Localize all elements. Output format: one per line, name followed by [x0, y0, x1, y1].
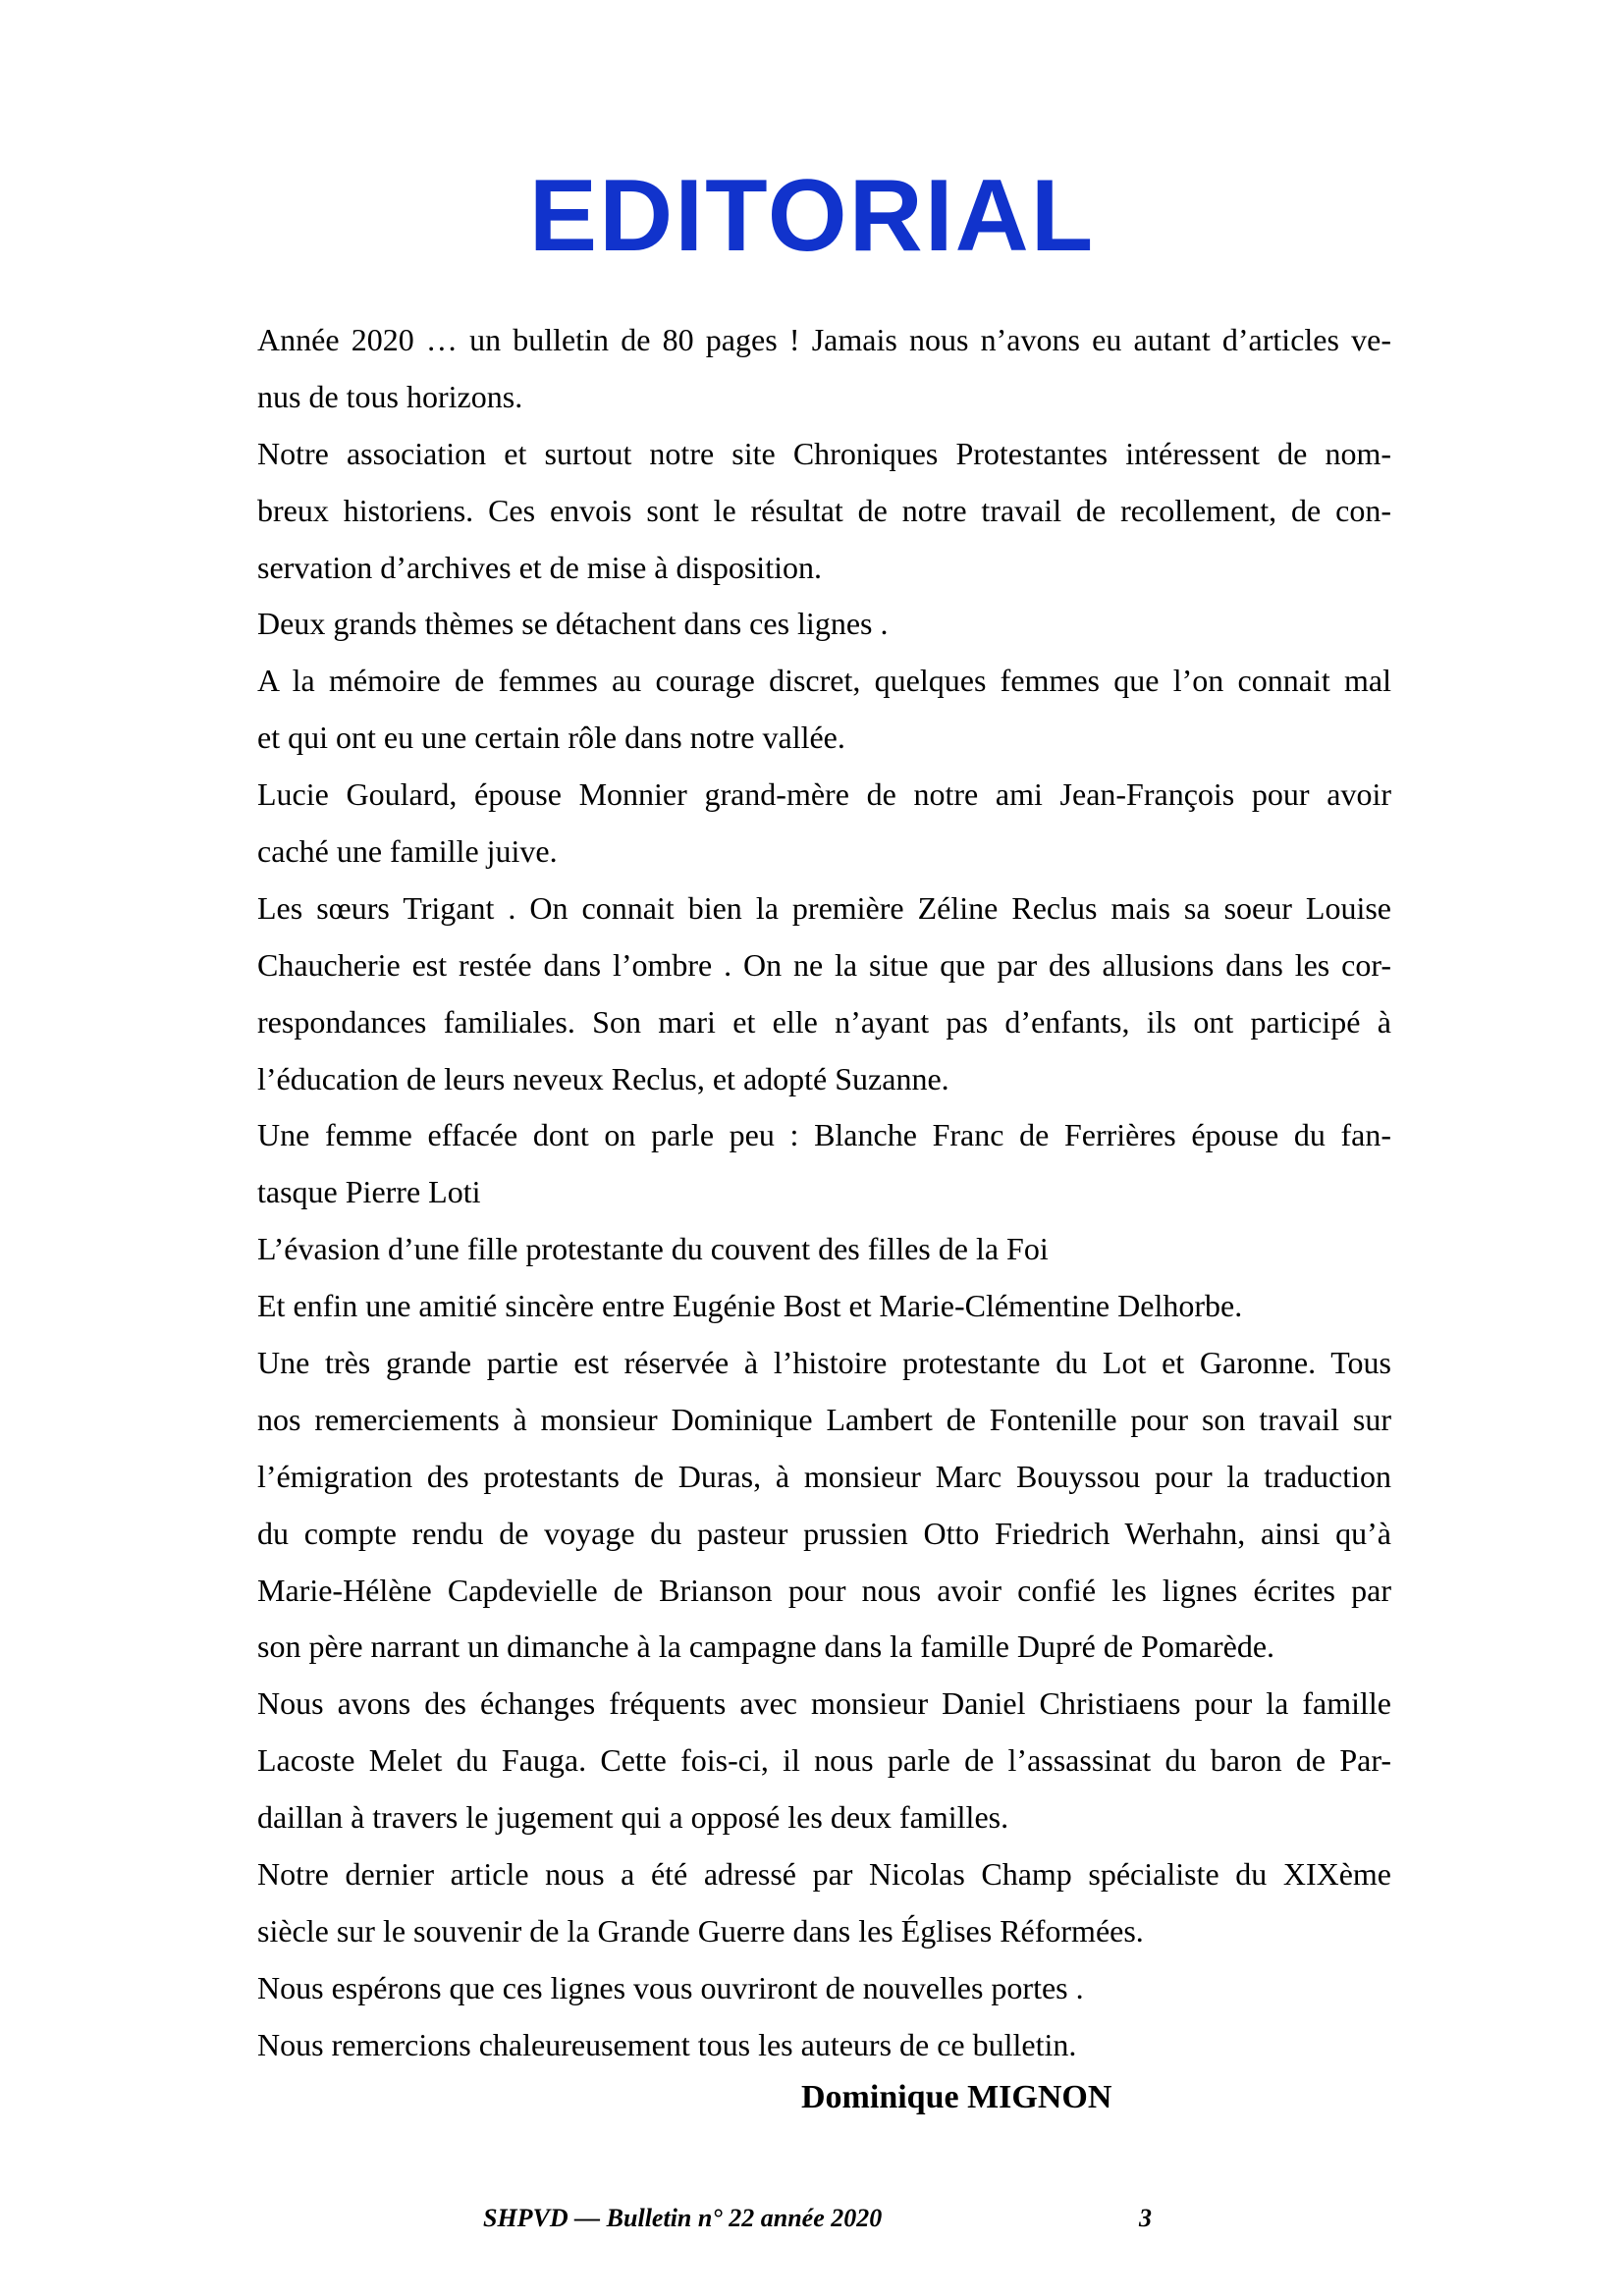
text-line: caché une famille juive. [257, 833, 558, 870]
text-line: respondances familiales. Son mari et elle n’ayant pas d’enfants, ils ont participé à [257, 1003, 1391, 1040]
text-line: et qui ont eu une certain rôle dans notre vallée. [257, 720, 845, 756]
text-line: Deux grands thèmes se détachent dans ces lignes . [257, 606, 889, 642]
text-line: siècle sur le souvenir de la Grande Guerre dans les Églises Réformées. [257, 1912, 1144, 1949]
text-line: Chaucherie est restée dans l’ombre . On ne la situe que par des allusions dans les cor- [257, 946, 1391, 983]
text-line: servation d’archives et de mise à disposition. [257, 549, 822, 585]
text-line: Et enfin une amitié sincère entre Eugénie Bost et Marie-Clémentine Delhorbe. [257, 1288, 1243, 1324]
author-signature: Dominique MIGNON [801, 2079, 1112, 2115]
text-line: Marie-Hélène Capdevielle de Brianson pour nous avoir confié les lignes écrites par [257, 1572, 1391, 1608]
text-line: Nous espérons que ces lignes vous ouvriront de nouvelles portes . [257, 1969, 1084, 2005]
text-line: Nous avons des échanges fréquents avec monsieur Daniel Christiaens pour la famille [257, 1685, 1391, 1722]
text-line: Notre association et surtout notre site Chroniques Protestantes intéressent de nom- [257, 435, 1391, 471]
text-line: Une très grande partie est réservée à l’histoire protestante du Lot et Garonne. Tous [257, 1345, 1391, 1381]
text-line: A la mémoire de femmes au courage discret, quelques femmes que l’on connait mal [257, 663, 1391, 699]
page-footer: SHPVD — Bulletin n° 22 année 2020 [483, 2204, 883, 2232]
editorial-body [257, 312, 1391, 2074]
text-line: son père narrant un dimanche à la campagne dans la famille Dupré de Pomarède. [257, 1629, 1275, 1665]
text-line: daillan à travers le jugement qui a opposé les deux familles. [257, 1799, 1009, 1836]
text-line: du compte rendu de voyage du pasteur prussien Otto Friedrich Werhahn, ainsi qu’à [257, 1515, 1391, 1551]
text-line: l’émigration des protestants de Duras, à monsieur Marc Bouyssou pour la traduction [257, 1458, 1391, 1494]
text-line: breux historiens. Ces envois sont le résultat de notre travail de recollement, de con- [257, 492, 1391, 528]
text-line: Notre dernier article nous a été adressé par Nicolas Champ spécialiste du XIXème [257, 1856, 1391, 1893]
page-title: EDITORIAL [528, 159, 1096, 273]
text-line: Lucie Goulard, épouse Monnier grand-mère de notre ami Jean-François pour avoir [257, 776, 1391, 813]
text-line: Nous remercions chaleureusement tous les auteurs de ce bulletin. [257, 2026, 1077, 2062]
text-line: nus de tous horizons. [257, 378, 523, 414]
text-line: tasque Pierre Loti [257, 1174, 481, 1210]
text-line: L’évasion d’une fille protestante du couvent des filles de la Foi [257, 1231, 1049, 1267]
text-line: Les sœurs Trigant . On connait bien la première Zéline Reclus mais sa soeur Louise [257, 889, 1391, 926]
text-line: nos remerciements à monsieur Dominique Lambert de Fontenille pour son travail sur [257, 1401, 1391, 1437]
page-number: 3 [1139, 2204, 1152, 2232]
text-line: Année 2020 … un bulletin de 80 pages ! Jamais nous n’avons eu autant d’articles ve- [257, 322, 1391, 357]
text-line: l’éducation de leurs neveux Reclus, et adopté Suzanne. [257, 1060, 949, 1096]
text-line: Lacoste Melet du Fauga. Cette fois-ci, il nous parle de l’assassinat du baron de Par- [257, 1742, 1391, 1779]
text-line: Une femme effacée dont on parle peu : Blanche Franc de Ferrières épouse du fan- [257, 1117, 1391, 1153]
